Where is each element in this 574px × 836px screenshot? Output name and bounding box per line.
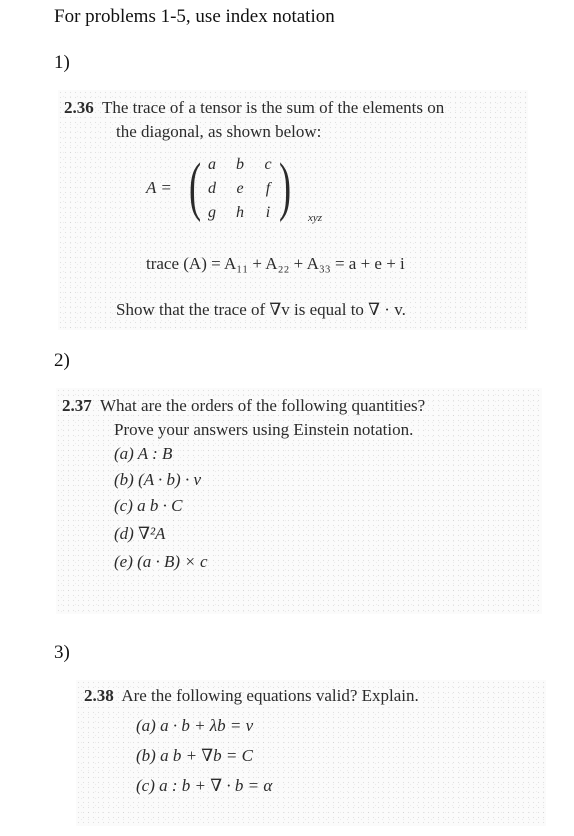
matrix-lhs: A =	[146, 178, 172, 197]
problem-2-37-text-2: Prove your answers using Einstein notation.	[114, 420, 414, 439]
problem-2-36-task: Show that the trace of ∇v is equal to ∇ · v.	[116, 300, 406, 319]
problem-2-37-item-b: (b) (A · b) · v	[114, 470, 202, 489]
problem-number-3: 3)	[54, 642, 70, 663]
matrix-cell: i	[265, 204, 271, 221]
trace-equation: trace (A) = A₁₁ + A₂₂ + A₃₃ = a + e + i	[146, 254, 405, 273]
matrix-cell: a	[208, 156, 216, 173]
problem-2-38-scan	[76, 680, 546, 826]
left-paren: (	[188, 150, 202, 223]
problem-2-37-item-d: (d) ∇²A	[114, 524, 166, 543]
problem-2-38-item-c: (c) a : b + ∇ · b = α	[136, 776, 273, 795]
right-paren: )	[278, 150, 292, 223]
problem-line: What are the orders of the following quantities?	[99, 396, 426, 415]
problem-label: 2.36	[64, 98, 94, 117]
matrix-cell: b	[236, 156, 244, 173]
matrix-subscript: xyz	[308, 212, 323, 224]
problem-2-37-item-a: (a) A : B	[114, 444, 173, 463]
problem-2-38-text-1	[84, 686, 419, 706]
problem-2-36-text-2: the diagonal, as shown below:	[116, 122, 322, 141]
matrix-cell: h	[236, 204, 244, 221]
problem-2-36-scan	[58, 90, 528, 330]
matrix-cell: g	[208, 204, 216, 221]
problem-2-37-text-1	[62, 396, 425, 416]
problem-label: 2.38	[84, 686, 114, 705]
matrix-cell: c	[264, 156, 272, 173]
problem-2-38-item-b: (b) a b + ∇b = C	[136, 746, 253, 765]
problem-line: The trace of a tensor is the sum of the elements on	[101, 98, 445, 117]
problem-2-37-scan	[56, 388, 542, 614]
problem-2-36-text-1	[64, 98, 444, 118]
problem-2-37-item-e: (e) (a · B) × c	[114, 552, 208, 571]
problem-number-2: 2)	[54, 350, 70, 371]
instructions: For problems 1-5, use index notation	[54, 6, 335, 27]
problem-2-38-item-a: (a) a · b + λb = v	[136, 716, 254, 735]
problem-2-37-item-c: (c) a b · C	[114, 496, 183, 515]
matrix-cell: d	[208, 180, 216, 197]
matrix-cell: e	[236, 180, 244, 197]
problem-label: 2.37	[62, 396, 92, 415]
problem-line: Are the following equations valid? Explain.	[121, 686, 419, 705]
matrix-A	[146, 150, 346, 230]
problem-number-1: 1)	[54, 52, 70, 73]
matrix-cell: f	[265, 180, 271, 197]
